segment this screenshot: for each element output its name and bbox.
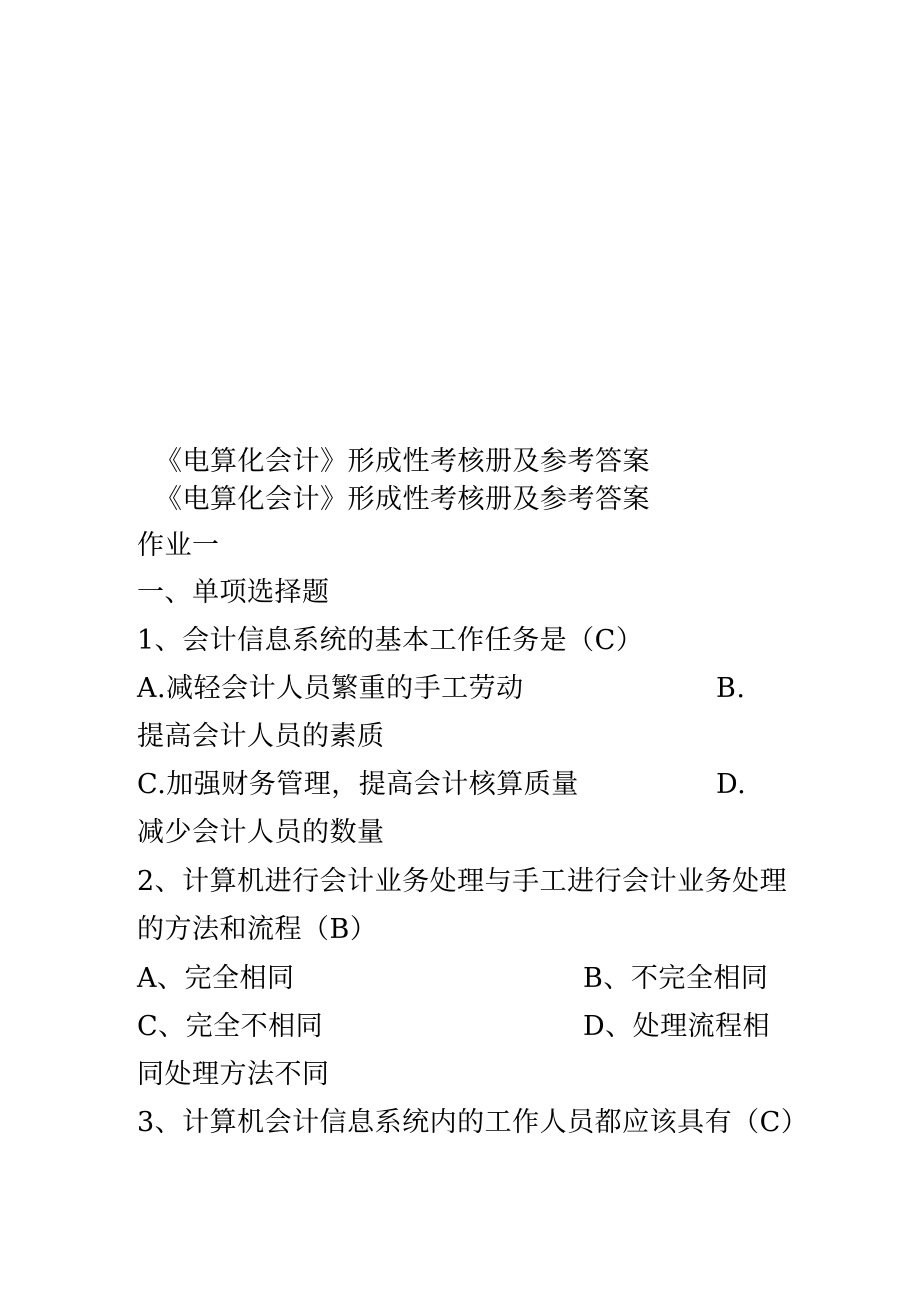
question-2-option-c: C、完全不相同	[137, 1011, 324, 1042]
question-1-option-d-text: 减少会计人员的数量	[137, 817, 385, 848]
question-2-stem-line-2: 的方法和流程（B）	[137, 914, 378, 945]
document-title-line-1: 《电算化会计》形成性考核册及参考答案	[155, 446, 650, 477]
question-1-option-d-label: D.	[716, 769, 747, 800]
question-3-stem: 3、计算机会计信息系统内的工作人员都应该具有（C）	[137, 1107, 809, 1138]
question-2-option-a: A、完全相同	[137, 963, 295, 994]
question-1-stem: 1、会计信息系统的基本工作任务是（C）	[137, 625, 644, 656]
section-heading: 一、单项选择题	[137, 577, 330, 608]
assignment-heading: 作业一	[137, 530, 220, 561]
question-2-stem-line-1: 2、计算机进行会计业务处理与手工进行会计业务处理	[137, 866, 788, 897]
document-title-line-2: 《电算化会计》形成性考核册及参考答案	[155, 484, 650, 515]
question-1-option-b-label: B.	[716, 673, 746, 704]
question-2-option-d-part-2: 同处理方法不同	[137, 1059, 330, 1090]
question-2-option-d-part-1: D、处理流程相	[583, 1011, 771, 1042]
question-1-option-b-text: 提高会计人员的素质	[137, 721, 385, 752]
question-1-option-a: A.减轻会计人员繁重的手工劳动	[137, 673, 524, 704]
question-1-option-c: C.加强财务管理，提高会计核算质量	[137, 769, 579, 800]
question-2-option-b: B、不完全相同	[583, 963, 769, 994]
